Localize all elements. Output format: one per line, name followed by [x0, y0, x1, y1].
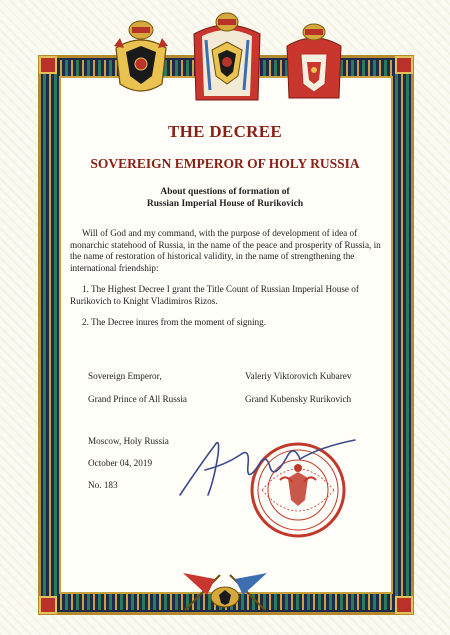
decree-title: THE DECREE [168, 122, 282, 141]
corner-ornament [39, 56, 57, 74]
red-shield-coat-of-arms-icon [283, 20, 345, 106]
decree-place: Moscow, Holy Russia [88, 436, 169, 446]
corner-ornament [395, 56, 413, 74]
double-headed-eagle-crest-icon [112, 18, 170, 100]
decree-date: October 04, 2019 [88, 458, 153, 468]
signatory-left [88, 371, 187, 417]
paragraph-clause-1: 1. The Highest Decree I grant the Title Count of Russian Imperial House of Rurikovich to Knight Vladimiros Rizos. [70, 284, 359, 306]
decree-subtitle: SOVEREIGN EMPEROR OF HOLY RUSSIA [90, 156, 360, 171]
decree-body [70, 228, 382, 339]
imperial-coat-of-arms-icon [188, 10, 266, 108]
signatory-left-subtitle: Grand Prince of All Russia [88, 394, 188, 404]
signatory-right-name: Valeriy Viktorovich Kubarev [245, 371, 352, 381]
decree-meta [88, 436, 169, 502]
about-line-1: About questions of formation of [160, 187, 290, 197]
about-line-2: Russian Imperial House of Rurikovich [146, 199, 304, 209]
crossed-flags-emblem-icon [175, 565, 275, 615]
signatory-right-subtitle: Grand Kubensky Rurikovich [245, 394, 352, 404]
handwritten-signature [170, 425, 360, 505]
decree-number: No. 183 [88, 480, 118, 490]
signatory-right [245, 371, 351, 417]
decree-about [0, 186, 450, 210]
corner-ornament [39, 596, 57, 614]
paragraph-preamble: Will of God and my command, with the purpose of development of idea of monarchic statehood of Russia, in the name of the peace and prosperity of Russia, in the name of restoration of historical validity, in the name of strengthening the international friendship: [70, 228, 381, 273]
corner-ornament [395, 596, 413, 614]
signatory-left-title: Sovereign Emperor, [88, 371, 162, 381]
paragraph-clause-2: 2. The Decree inures from the moment of signing. [82, 317, 267, 327]
